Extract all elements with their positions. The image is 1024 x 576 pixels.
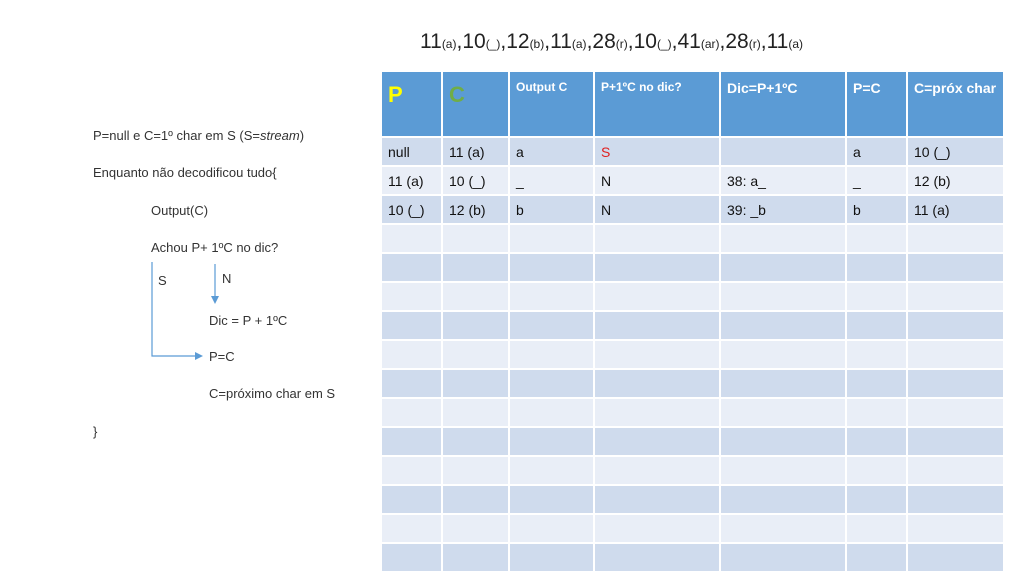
header-next-char: C=próx char [907,71,1004,137]
sequence-token: 28(r) [725,30,761,53]
table-row [381,398,1004,427]
question-line: Achou P+ 1ºC no dic? [151,240,279,255]
table-row [381,166,1004,195]
table-cell [381,514,442,543]
table-cell: 10 (_) [381,195,442,224]
table-cell [720,224,846,253]
pc-line: P=C [209,349,235,364]
table-cell: 10 (_) [907,137,1004,166]
table-cell [442,224,509,253]
table-cell [720,369,846,398]
table-cell: S [594,137,720,166]
table-cell: 12 (b) [907,166,1004,195]
next-char-line: C=próximo char em S [209,386,336,401]
header-in-dic: P+1ºC no dic? [594,71,720,137]
table-cell [846,369,907,398]
table-cell: 39: _b [720,195,846,224]
table-cell: N [594,166,720,195]
table-cell [846,514,907,543]
table-cell [846,253,907,282]
header-dic-entry: Dic=P+1ºC [720,71,846,137]
table-cell [509,543,594,572]
header-p: P [381,71,442,137]
table-row [381,369,1004,398]
table-cell: null [381,137,442,166]
table-cell [907,456,1004,485]
table-row [381,224,1004,253]
table-cell [442,253,509,282]
table-cell [442,369,509,398]
table-cell [846,282,907,311]
table-cell [442,340,509,369]
table-cell: a [846,137,907,166]
table-cell [594,485,720,514]
table-cell [846,398,907,427]
table-cell [442,456,509,485]
sequence-token: 11(a) [420,30,457,53]
table-cell [720,253,846,282]
sequence-token: 41(ar) [677,30,720,53]
table-cell [381,427,442,456]
arrow-head-down-icon [211,296,219,304]
table-cell [594,369,720,398]
table-cell [509,224,594,253]
separator: , [760,30,767,53]
separator: , [719,30,726,53]
table-cell: _ [509,166,594,195]
table-cell [442,282,509,311]
table-cell: b [846,195,907,224]
table-cell [509,311,594,340]
table-cell [846,224,907,253]
table-cell [509,253,594,282]
table-cell [720,137,846,166]
table-cell [594,543,720,572]
table-cell [381,282,442,311]
table-cell [509,340,594,369]
table-cell [846,427,907,456]
table-row [381,485,1004,514]
table-cell: 11 (a) [381,166,442,195]
yes-branch-arrow [152,262,196,356]
separator: , [456,30,463,53]
separator: , [500,30,507,53]
table-cell [381,456,442,485]
decoding-table [380,70,1005,573]
table-cell [907,311,1004,340]
table-row [381,137,1004,166]
header-p-equals-c: P=C [846,71,907,137]
table-cell [442,311,509,340]
table-cell: 11 (a) [907,195,1004,224]
table-cell [720,543,846,572]
init-line: P=null e C=1º char em S (S=stream) [93,128,305,143]
table-cell [509,456,594,485]
table-cell [720,427,846,456]
table-cell: a [509,137,594,166]
table-cell [846,543,907,572]
table-cell [594,427,720,456]
table-cell [907,543,1004,572]
table-cell: b [509,195,594,224]
table-cell [907,514,1004,543]
table-cell [442,427,509,456]
header-c: C [442,71,509,137]
table-row [381,253,1004,282]
table-header-row [381,71,1004,137]
table-cell [442,398,509,427]
table-cell [907,224,1004,253]
table-cell [509,514,594,543]
table-cell: N [594,195,720,224]
table-cell [509,485,594,514]
table-cell [720,340,846,369]
table-cell: _ [846,166,907,195]
table-cell [442,485,509,514]
table-cell [720,485,846,514]
sequence-token: 10(_) [633,30,672,53]
separator: , [671,30,678,53]
table-cell [381,543,442,572]
table-cell [720,282,846,311]
table-cell [846,340,907,369]
table-cell [442,543,509,572]
table-cell [720,311,846,340]
table-row [381,340,1004,369]
table-cell [594,311,720,340]
table-cell [381,311,442,340]
header-output-c: Output C [509,71,594,137]
table-cell [907,282,1004,311]
table-cell [594,282,720,311]
table-cell: 10 (_) [442,166,509,195]
table-cell [381,340,442,369]
table-cell [509,427,594,456]
table-cell [846,485,907,514]
separator: , [627,30,634,53]
separator: , [586,30,593,53]
table-cell: 12 (b) [442,195,509,224]
table-cell [907,427,1004,456]
table-row [381,311,1004,340]
table-cell [509,369,594,398]
table-cell [907,369,1004,398]
sequence-token: 11(a) [550,30,587,53]
dic-line: Dic = P + 1ºC [209,313,288,328]
table-cell [720,398,846,427]
table-cell: 11 (a) [442,137,509,166]
table-row [381,427,1004,456]
no-label: N [222,271,232,286]
table-cell [594,253,720,282]
sequence-token: 11(a) [766,30,804,53]
table-cell [509,398,594,427]
table-cell [594,224,720,253]
table-cell [846,311,907,340]
table-row [381,514,1004,543]
table-row [381,195,1004,224]
table-cell [381,253,442,282]
sequence-token: 10(_) [462,30,501,53]
table-cell [594,456,720,485]
output-line: Output(C) [151,203,209,218]
table-cell [509,282,594,311]
table-cell [381,485,442,514]
table-row [381,282,1004,311]
table-cell [381,369,442,398]
sequence-token: 12(b) [506,30,545,53]
loop-line: Enquanto não decodificou tudo{ [93,165,277,180]
table-cell [720,456,846,485]
table-cell [720,514,846,543]
table-cell [594,398,720,427]
table-cell [907,398,1004,427]
separator: , [544,30,551,53]
table-cell [381,398,442,427]
table-cell [907,485,1004,514]
table-cell [907,340,1004,369]
table-cell [381,224,442,253]
arrow-head-right-icon [195,352,203,360]
close-brace: } [93,424,98,439]
table-cell [442,514,509,543]
table-cell: 38: a_ [720,166,846,195]
table-row [381,456,1004,485]
table-cell [594,340,720,369]
sequence-token: 28(r) [592,30,628,53]
table-row [381,543,1004,572]
table-cell [907,253,1004,282]
table-cell [846,456,907,485]
table-cell [594,514,720,543]
yes-label: S [158,273,167,288]
